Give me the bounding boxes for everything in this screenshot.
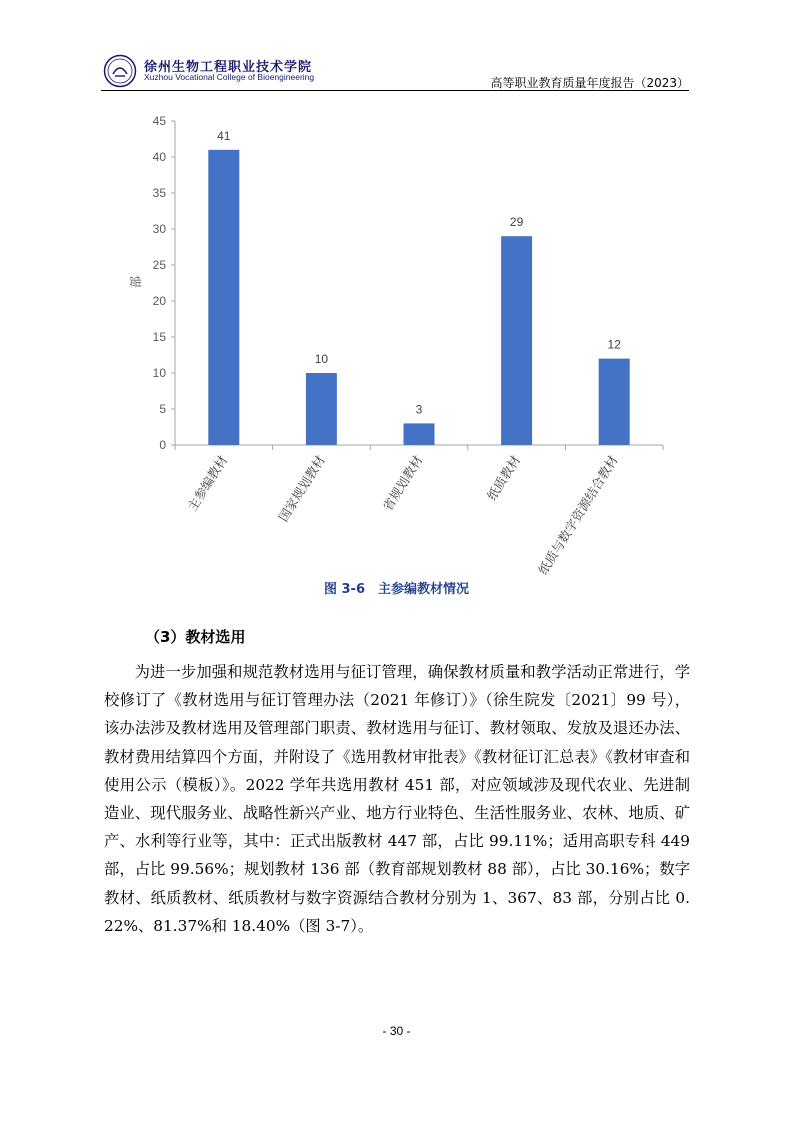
body-paragraph: 为进一步加强和规范教材选用与征订管理，确保教材质量和教学活动正常进行，学校修订了《教材选用与征订管理办法（2021 年修订）》（徐生院发〔2021〕99 号），该办法涉及教材选用及管理部门职责、教材选用与征订、教材领取、发放及退还办法、教材费用结算四个方面，并附设了《选用教材审批表》《教材征订汇总表》《教材审查和使用公示（模板）》。2022 学年共选用教材 451 部，对应领域涉及现代农业、先进制造业、现代服务业、战略性新兴产业、地方行业特色、生活性服务业、农林、地质、矿产、水利等行业等，其中：正式出版教材 447 部，占比 99.11%；适用高职专科 449 部，占比 99.56%；规划教材 136 部（教育部规划教材 88 部），占比 30.16%；数字教材、纸质教材、纸质教材与数字资源结合教材分别为 1、367、83 部，分别占比 0.22%、81.37%和 18.40%（图 3-7）。 xyxy=(104,663,690,935)
y-tick-label: 15 xyxy=(152,330,166,344)
y-tick-label: 35 xyxy=(152,186,166,200)
x-tick-label: 国家规划教材 xyxy=(276,453,328,525)
y-tick-label: 40 xyxy=(152,150,166,164)
bar xyxy=(208,150,239,445)
y-axis-label: 部 xyxy=(129,275,143,289)
header-divider xyxy=(101,90,689,91)
school-name-en: Xuzhou Vocational College of Bioengineering xyxy=(144,72,315,82)
x-tick-label: 省规划教材 xyxy=(380,453,426,514)
x-tick-label: 纸质教材 xyxy=(484,453,524,504)
data-label: 41 xyxy=(217,128,231,143)
x-axis xyxy=(175,445,663,577)
y-tick-label: 0 xyxy=(159,438,166,452)
data-label: 3 xyxy=(415,402,423,417)
page-number: - 30 - xyxy=(382,1024,411,1038)
bar xyxy=(404,423,435,445)
data-label: 12 xyxy=(607,337,621,352)
y-tick-label: 5 xyxy=(159,402,166,416)
bars xyxy=(208,129,629,445)
school-name-cn: 徐州生物工程职业技术学院 xyxy=(144,60,313,75)
x-tick-label: 纸质与数字资源结合教材 xyxy=(535,453,621,578)
y-tick-label: 30 xyxy=(152,222,166,236)
data-label: 29 xyxy=(509,215,524,230)
bar-chart xyxy=(0,100,793,580)
y-tick-label: 10 xyxy=(152,366,166,380)
section-heading: （3）教材选用 xyxy=(145,628,246,646)
y-tick-label: 20 xyxy=(152,294,166,308)
figure-caption: 图 3-6 主参编教材情况 xyxy=(323,582,469,597)
x-tick-label: 主参编教材 xyxy=(185,453,231,514)
bar xyxy=(501,236,532,445)
report-title: 高等职业教育质量年度报告（2023） xyxy=(490,76,689,90)
data-label: 10 xyxy=(314,352,329,366)
school-logo-icon xyxy=(103,54,137,88)
y-tick-label: 25 xyxy=(152,258,166,272)
bar xyxy=(306,373,337,445)
y-tick-label: 45 xyxy=(152,114,166,128)
bar xyxy=(599,359,630,445)
